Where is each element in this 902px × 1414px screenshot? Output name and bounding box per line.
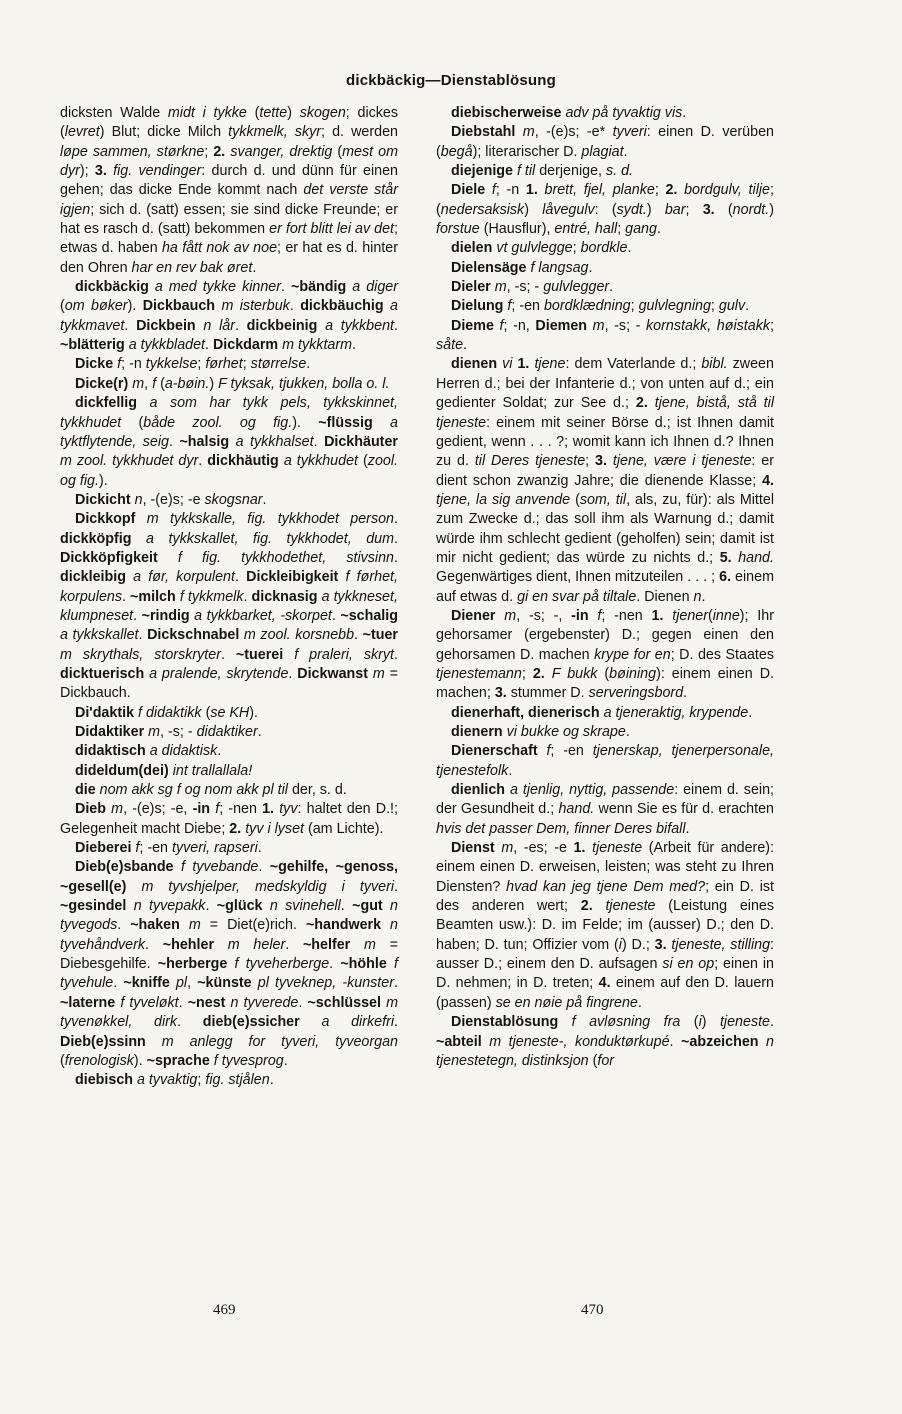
dictionary-entry: Didaktiker m, -s; - didaktiker.: [75, 724, 262, 740]
dictionary-entry: die nom akk sg f og nom akk pl til der, s. d.: [75, 782, 347, 799]
dictionary-entry: dienern vi bukke og skrape.: [451, 724, 630, 740]
dictionary-entry: dienlich a tjenlig, nyttig, passende: einem d. sein; der Gesundheit d.; hand. wenn Sie es für d. erachten hvis det passer Dem, finner Deres bifall.: [436, 782, 775, 837]
dictionary-entry: Dienst m, -es; -e 1. tjeneste (Arbeit für andere): einem einen D. erweisen, leisten; was steht zu Ihren Diensten? hvad kan jeg tjene Dem med?; ein D. ist des anderen wert; 2. tjeneste (Leistung eines Beamten usw.): D. im Felde; im (ausser) D.; den D. haben; D. tun; Offizier vom (i) D.; 3. tjeneste, stilling: ausser D.; einem den D. aufsagen si en op; einen in D. nehmen; in D. treten; 4. einem auf den D. lauern (passen) se en nøie på fingrene.: [436, 840, 775, 1011]
dictionary-entry: Dicke(r) m, f (a-bøin.) F tyksak, tjukken, bolla o. l.: [75, 375, 390, 392]
dictionary-entry: Dieb(e)sbande f tyvebande. ~gehilfe, ~genoss, ~gesell(e) m tyvshjelper, medskyldig i tyveri. ~gesindel n tyvepakk. ~glück n svinehell. ~gut n tyvegods. ~haken m = Diet(e)rich. ~handwerk n tyvehåndverk. ~hehler m heler. ~helfer m = Diebesgehilfe. ~herberge f tyveherberge. ~höhle f tyvehule. ~kniffe pl, ~künste pl tyveknep, -kunster. ~laterne f tyveløkt. ~nest n tyverede. ~schlüssel m tyvenøkkel, dirk. dieb(e)ssicher a dirkefri. Dieb(e)ssinn m anlegg for tyveri, tyveorgan (frenologisk). ~sprache f tyvesprog.: [60, 859, 398, 1069]
page-number-right: 470: [581, 1302, 604, 1318]
dictionary-entry: Diebstahl m, -(e)s; -e* tyveri: einen D. verüben (begå); literarischer D. plagiat.: [436, 124, 774, 160]
dictionary-entry: dielen vt gulvlegge; bordkle.: [451, 240, 632, 257]
dictionary-entry: Dieme f; -n, Diemen m, -s; - kornstakk, høistakk; såte.: [436, 317, 774, 354]
dictionary-entry: Dieler m, -s; - gulvlegger.: [451, 279, 614, 296]
dictionary-entry: didaktisch a didaktisk.: [75, 743, 222, 760]
dictionary-entry: Dienerschaft f; -en tjenerskap, tjenerpersonale, tjenestefolk.: [436, 743, 774, 779]
dictionary-entry: diebischerweise adv på tyvaktig vis.: [451, 105, 687, 121]
right-column: [436, 104, 774, 1071]
dictionary-entry: dienen vi 1. tjene: dem Vaterlande d.; bibl. zween Herren d.; bei der Infanterie d.; von unten auf d.; ein gedienter Soldat; zur See d.; 2. tjene, bistå, stå til tjeneste: einem mit seiner Börse d.; ist Ihnen damit gedient, wenn . . . ?; womit kann ich Ihnen d.? Ihnen zu d. til Deres tjeneste; 3. tjene, være i tjeneste: er dient schon zwanzig Jahre; die dienende Klasse; 4. tjene, la sig anvende (som, til, als, zu, für): als Mittel zum Zwecke d.; das soll ihm als Warnung d.; damit würde ihm schlecht gedient (geholfen) sein; damit ist mir nicht gedient; das würde zu nichts d.; 5. hand. Gegenwärtiges dient, Ihnen mitzuteilen . . . ; 6. einem auf etwas d. gi en svar på tiltale. Dienen n.: [436, 356, 775, 605]
dictionary-entry: Dielung f; -en bordklædning; gulvlegning; gulv.: [451, 298, 750, 315]
dictionary-entry: dickbäckig a med tykke kinner. ~bändig a diger (om bøker). Dickbauch m isterbuk. dickbäuchig a tykkmavet. Dickbein n lår. dickbeinig a tykkbent. ~blätterig a tykkbladet. Dickdarm m tykktarm.: [60, 279, 398, 354]
dictionary-entry: Dieb m, -(e)s; -e, -in f; -nen 1. tyv: haltet den D.!; Gelegenheit macht Diebe; 2. tyv i lyset (am Lichte).: [60, 801, 398, 837]
dictionary-entry: dickfellig a som har tykk pels, tykkskinnet, tykkhudet (både zool. og fig.). ~flüssig a tyktflytende, seig. ~halsig a tykkhalset. Dickhäuter m zool. tykkhudet dyr. dickhäutig a tykkhudet (zool. og fig.).: [60, 395, 398, 489]
dictionary-entry: Dickkopf m tykkskalle, fig. tykkhodet person. dickköpfig a tykkskallet, fig. tykkhodet, dum. Dickköpfigkeit f fig. tykkhodethet, stivsinn. dickleibig a før, korpulent. Dickleibigkeit f førhet, korpulens. ~milch f tykkmelk. dicknasig a tykkneset, klumpneset. ~rindig a tykkbarket, -skorpet. ~schalig a tykkskallet. Dickschnabel m zool. korsnebb. ~tuer m skrythals, storskryter. ~tuerei f praleri, skryt. dicktuerisch a pralende, skrytende. Dickwanst m = Dickbauch.: [60, 511, 398, 702]
dictionary-entry: Dieberei f; -en tyveri, rapseri.: [75, 840, 262, 857]
dictionary-entry: diebisch a tyvaktig; fig. stjålen.: [75, 1072, 274, 1089]
dictionary-entry: Dienstablösung f avløsning fra (i) tjeneste. ~abteil m tjeneste-, konduktørkupé. ~abzeichen n tjenestetegn, distinksjon (for: [436, 1014, 774, 1069]
dictionary-entry: Diener m, -s; -, -in f; -nen 1. tjener(inne); Ihr gehorsamer (ergebenster) D.; gegen einen den gehorsamen D. machen krype for en; D. des Staates tjenestemann; 2. F bukk (bøining): einem einen D. machen; 3. stummer D. serveringsbord.: [436, 607, 774, 702]
page-header: dickbäckig—Dienstablösung: [345, 72, 557, 89]
dictionary-entry: Dickicht n, -(e)s; -e skogsnar.: [75, 491, 267, 508]
dictionary-entry: Di'daktik f didaktikk (se KH).: [75, 704, 258, 721]
left-column: [60, 104, 398, 1091]
dictionary-entry: dideldum(dei) int trallallala!: [75, 762, 253, 779]
page-number-left: 469: [213, 1302, 236, 1318]
dictionary-entry: Dicke f; -n tykkelse; førhet; størrelse.: [75, 356, 311, 373]
dictionary-entry: dicksten Walde midt i tykke (tette) skogen; dickes (levret) Blut; dicke Milch tykkmelk, skyr; d. werden løpe sammen, størkne; 2. svanger, drektig (mest om dyr); 3. fig. vendinger: durch d. und dünn für einen gehen; das dicke Ende kommt nach det verste står igjen; sich d. (satt) essen; sie sind dicke Freunde; er hat es rasch d. (satt) bekommen er fort blitt lei av det; etwas d. haben ha fått nok av noe; er hat es d. hinter den Ohren har en rev bak øret.: [60, 105, 399, 276]
dictionary-entry: dienerhaft, dienerisch a tjeneraktig, krypende.: [451, 704, 753, 721]
dictionary-entry: diejenige f til derjenige, s. d.: [451, 163, 634, 180]
dictionary-entry: Dielensäge f langsag.: [451, 259, 593, 276]
dictionary-entry: Diele f; -n 1. brett, fjel, planke; 2. bordgulv, tilje; (nedersaksisk) låvegulv: (sydt.) bar; 3. (nordt.) forstue (Hausflur), entré, hall; gang.: [436, 182, 774, 238]
